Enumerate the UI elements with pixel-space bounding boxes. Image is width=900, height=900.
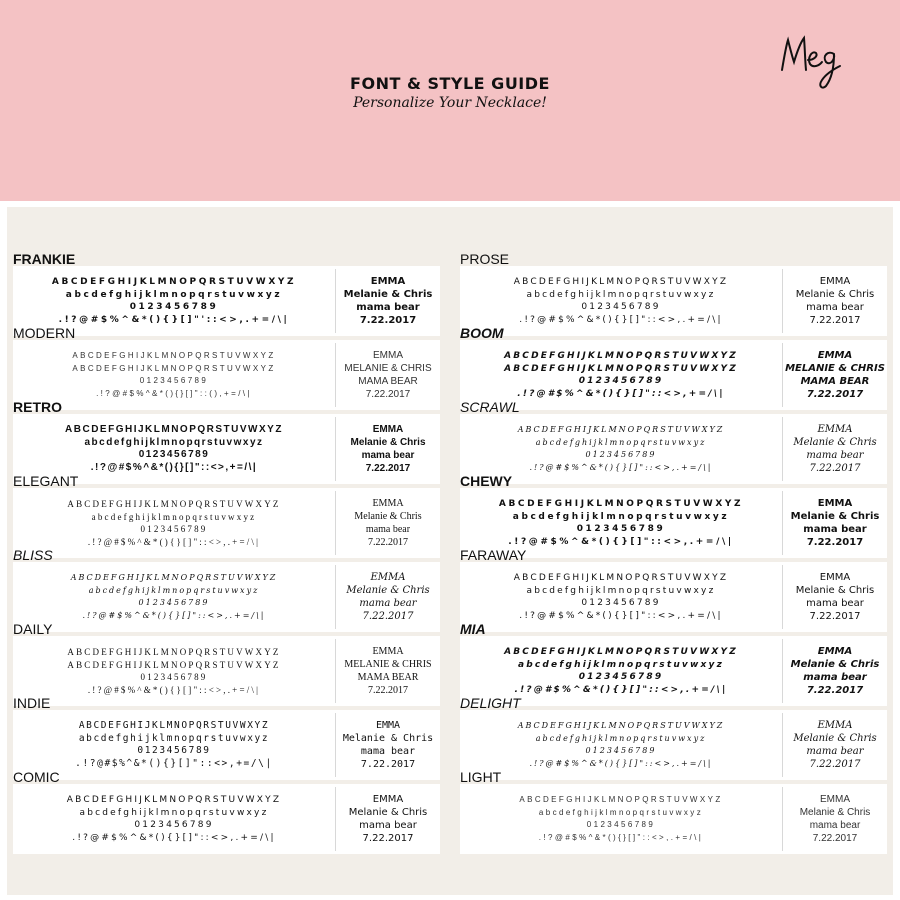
sample-line-4: 7.22.2017 xyxy=(368,685,408,696)
alphabet-lower: abcdefghijklmnopqrstuvwxyz xyxy=(526,585,716,596)
page-subtitle: Personalize Your Necklace! xyxy=(353,95,547,111)
necklace-sample xyxy=(336,340,440,410)
alphabet-symbols: .!?@#$%^&*(){}[]"::<>,.+=/\| xyxy=(529,462,713,472)
alphabet-digits: 0123456789 xyxy=(138,598,210,607)
font-card-delight xyxy=(460,695,887,780)
sample-line-2: Melanie & Chris xyxy=(346,585,430,596)
alphabet-upper: ABCDEFGHIJKLMNOPQRSTUVWXYZ xyxy=(51,277,297,287)
alphabet-digits: 0123456789 xyxy=(586,820,656,829)
sample-line-4: 7.22.2017 xyxy=(812,833,858,844)
sample-line-2: MELANIE & CHRIS xyxy=(785,363,885,374)
sample-line-4: 7.22.2017 xyxy=(806,537,864,548)
alphabet-symbols: .!?@#$%^&*(){}[]"::<>,.+=/\| xyxy=(87,684,261,695)
font-name: SCRAWL xyxy=(460,399,520,415)
alphabet-digits: 0123456789 xyxy=(140,672,208,682)
sample-line-1: EMMA xyxy=(372,794,404,805)
sample-line-4: 7.22.2017 xyxy=(809,611,861,622)
alphabet-digits: 0123456789 xyxy=(578,376,664,386)
sample-line-1: EMMA xyxy=(372,498,404,509)
sample-line-2: Melanie & Chris xyxy=(795,289,875,300)
alphabet-sample xyxy=(13,636,335,706)
sample-line-3: MAMA BEAR xyxy=(357,672,419,683)
sample-line-1: EMMA xyxy=(817,720,853,731)
sample-line-1: EMMA xyxy=(375,720,401,731)
sample-line-2: Melanie & Chris xyxy=(793,733,877,744)
font-card-mia xyxy=(460,621,887,706)
alphabet-symbols: .!?@#$%^&*(){}[]"::<>,.+=/\| xyxy=(538,832,704,842)
sample-line-1: EMMA xyxy=(372,646,404,657)
sample-line-1: EMMA xyxy=(817,350,853,361)
sample-line-2: Melanie & Chris xyxy=(795,585,875,596)
sample-line-3: mama bear xyxy=(809,820,861,831)
alphabet-lower: abcdefghijklmnopqrstuvwxyz xyxy=(78,732,270,744)
font-name: RETRO xyxy=(13,399,62,415)
alphabet-sample xyxy=(460,266,782,336)
sample-line-3: MAMA BEAR xyxy=(800,376,870,387)
sample-line-2: Melanie & Chris xyxy=(790,659,880,670)
font-name: MODERN xyxy=(13,325,76,341)
sample-line-1: EMMA xyxy=(373,350,403,361)
alphabet-sample xyxy=(460,710,782,780)
necklace-sample xyxy=(336,784,440,854)
font-name: BOOM xyxy=(460,325,504,341)
alphabet-symbols: .!?@#$%^&*(){}[]"::(),+=/\| xyxy=(96,388,252,398)
alphabet-digits: 0123456789 xyxy=(578,672,664,682)
alphabet-digits: 0123456789 xyxy=(585,450,657,459)
alphabet-lower: ABCDEFGHIJKLMNOPQRSTUVWXYZ xyxy=(72,363,276,373)
sample-line-4: 7.22.2017 xyxy=(359,315,417,326)
font-name: FARAWAY xyxy=(460,547,527,563)
alphabet-upper: ABCDEFGHIJKLMNOPQRSTUVWXYZ xyxy=(513,277,729,287)
font-name: CHEWY xyxy=(460,473,513,489)
alphabet-upper: ABCDEFGHIJKLMNOPQRSTUVWXYZ xyxy=(498,499,744,509)
alphabet-sample xyxy=(460,784,782,854)
alphabet-digits: 0123456789 xyxy=(129,302,219,312)
sample-line-3: mama bear xyxy=(359,598,417,609)
sample-line-4: 7.22.2017 xyxy=(365,463,411,474)
sample-line-2: Melanie & Chris xyxy=(342,733,434,744)
sample-line-3: mama bear xyxy=(356,302,420,313)
sample-line-4: 7.22.2017 xyxy=(809,463,861,474)
font-card-daily xyxy=(13,621,440,706)
alphabet-digits: 0123456789 xyxy=(581,302,661,312)
necklace-sample xyxy=(783,340,887,410)
alphabet-symbols: .!?@#$%^&*(){}[]"::<>,.+=/\| xyxy=(514,684,728,695)
sample-line-2: Melanie & Chris xyxy=(343,289,433,300)
alphabet-upper: ABCDEFGHIJKLMNOPQRSTUVWXYZ xyxy=(519,795,723,804)
font-name: DAILY xyxy=(13,621,53,637)
sample-line-2: Melanie & Chris xyxy=(793,437,877,448)
alphabet-symbols: .!?@#$%^&*(){}[]"::<>,.+=/\| xyxy=(87,536,261,547)
font-name: BLISS xyxy=(13,547,53,563)
alphabet-symbols: .!?@#$%^&*(){}[]"::<>,.+=/\| xyxy=(82,610,266,620)
necklace-sample xyxy=(336,562,440,632)
font-card-indie xyxy=(13,695,440,780)
font-name: ELEGANT xyxy=(13,473,79,489)
sample-line-1: EMMA xyxy=(820,794,850,805)
font-card-modern xyxy=(13,325,440,410)
alphabet-upper: ABCDEFGHIJKLMNOPQRSTUVWXYZ xyxy=(517,721,725,730)
necklace-sample xyxy=(783,414,887,484)
necklace-sample xyxy=(336,266,440,336)
sample-line-4: 7.22.2017 xyxy=(368,537,408,548)
alphabet-upper: ABCDEFGHIJKLMNOPQRSTUVWXYZ xyxy=(504,351,738,361)
alphabet-lower: ABCDEFGHIJKLMNOPQRSTUVWXYZ xyxy=(504,363,738,374)
sample-line-2: Melanie & Chris xyxy=(799,807,871,818)
alphabet-lower: abcdefghijklmnopqrstuvwxyz xyxy=(535,733,707,743)
sample-line-4: 7.22.2017 xyxy=(809,759,861,770)
alphabet-lower: abcdefghijklmnopqrstuvwxyz xyxy=(84,436,264,448)
sample-line-2: Melanie & Chris xyxy=(790,511,880,522)
alphabet-digits: 0123456789 xyxy=(581,598,661,608)
alphabet-digits: 0123456789 xyxy=(140,524,208,534)
sample-line-2: MELANIE & CHRIS xyxy=(344,659,432,670)
font-name: INDIE xyxy=(13,695,51,711)
alphabet-sample xyxy=(13,488,335,558)
alphabet-lower: ABCDEFGHIJKLMNOPQRSTUVWXYZ xyxy=(67,659,281,670)
alphabet-digits: 0123456789 xyxy=(585,746,657,755)
sample-line-3: mama bear xyxy=(806,598,864,609)
alphabet-upper: ABCDEFGHIJKLMNOPQRSTUVWXYZ xyxy=(513,573,729,583)
alphabet-lower: abcdefghijklmnopqrstuvwxyz xyxy=(535,437,707,447)
alphabet-lower: abcdefghijklmnopqrstuvwxyz xyxy=(512,511,730,522)
alphabet-upper: ABCDEFGHIJKLMNOPQRSTUVWXYZ xyxy=(70,573,278,582)
alphabet-sample xyxy=(460,562,782,632)
sample-line-3: MAMA BEAR xyxy=(358,376,418,387)
alphabet-upper: ABCDEFGHIJKLMNOPQRSTUVWXYZ xyxy=(65,424,283,435)
alphabet-upper: ABCDEFGHIJKLMNOPQRSTUVWXYZ xyxy=(78,720,270,731)
alphabet-symbols: .!?@#$%^&*(){}[]"::<>,.+=/\| xyxy=(519,314,723,325)
font-name: PROSE xyxy=(460,251,510,267)
alphabet-upper: ABCDEFGHIJKLMNOPQRSTUVWXYZ xyxy=(66,795,282,805)
sample-line-1: EMMA xyxy=(817,646,853,657)
sample-line-4: 7.22.2017 xyxy=(365,389,411,400)
sample-line-2: Melanie & Chris xyxy=(354,511,422,522)
header-banner xyxy=(0,0,900,201)
necklace-sample xyxy=(783,562,887,632)
sample-line-1: EMMA xyxy=(372,424,404,435)
sample-line-4: 7.22.2017 xyxy=(806,685,864,696)
sample-line-3: mama bear xyxy=(361,450,415,461)
sample-line-3: mama bear xyxy=(360,746,416,757)
alphabet-upper: ABCDEFGHIJKLMNOPQRSTUVWXYZ xyxy=(67,647,281,657)
necklace-sample xyxy=(336,488,440,558)
font-card-elegant xyxy=(13,473,440,558)
alphabet-lower: abcdefghijklmnopqrstuvwxyz xyxy=(517,659,725,670)
alphabet-symbols: .!?@#$%^&*(){}[]"::<>,+=/\| xyxy=(90,461,258,473)
sample-line-3: mama bear xyxy=(806,302,864,313)
sample-line-2: MELANIE & CHRIS xyxy=(344,363,432,374)
alphabet-upper: ABCDEFGHIJKLMNOPQRSTUVWXYZ xyxy=(72,351,276,360)
necklace-sample xyxy=(783,488,887,558)
sample-line-1: EMMA xyxy=(819,276,851,287)
font-name: DELIGHT xyxy=(460,695,521,711)
alphabet-lower: abcdefghijklmnopqrstuvwxyz xyxy=(88,585,260,595)
sample-line-1: EMMA xyxy=(817,498,853,509)
page-title: FONT & STYLE GUIDE xyxy=(350,74,550,93)
alphabet-symbols: .!?@#$%^&*(){}[]"::<>,+=/\| xyxy=(75,757,273,769)
sample-line-3: mama bear xyxy=(365,524,411,535)
necklace-sample xyxy=(783,784,887,854)
alphabet-upper: ABCDEFGHIJKLMNOPQRSTUVWXYZ xyxy=(67,499,281,509)
sample-line-3: mama bear xyxy=(806,746,864,757)
font-name: LIGHT xyxy=(460,769,502,785)
font-name: MIA xyxy=(460,621,486,637)
alphabet-lower: abcdefghijklmnopqrstuvwxyz xyxy=(79,807,269,818)
sample-line-1: EMMA xyxy=(370,572,406,583)
alphabet-symbols: .!?@#$%^&*(){}[]"::<>,.+=/\| xyxy=(519,610,723,621)
necklace-sample xyxy=(336,414,440,484)
alphabet-lower: abcdefghijklmnopqrstuvwxyz xyxy=(526,289,716,300)
necklace-sample xyxy=(783,710,887,780)
alphabet-symbols: .!?@#$%^&*(){}[]"::<>,+=/\| xyxy=(517,388,725,399)
alphabet-digits: 0123456789 xyxy=(138,449,210,460)
alphabet-upper: ABCDEFGHIJKLMNOPQRSTUVWXYZ xyxy=(517,425,725,434)
necklace-sample xyxy=(336,710,440,780)
font-card-scrawl xyxy=(460,399,887,484)
sample-line-1: EMMA xyxy=(819,572,851,583)
alphabet-lower: abcdefghijklmnopqrstuvwxyz xyxy=(91,511,257,522)
sample-line-4: 7.22.2017 xyxy=(362,611,414,622)
sample-line-2: Melanie & Chris xyxy=(350,437,426,448)
alphabet-symbols: .!?@#$%^&*(){}[]"'::<>,.+=/\| xyxy=(58,314,290,325)
alphabet-lower: abcdefghijklmnopqrstuvwxyz xyxy=(65,289,283,300)
sample-line-4: 7.22.2017 xyxy=(362,833,414,844)
necklace-sample xyxy=(783,636,887,706)
alphabet-sample xyxy=(13,784,335,854)
sample-line-3: mama bear xyxy=(806,450,864,461)
font-card-frankie xyxy=(13,251,440,336)
alphabet-digits: 0123456789 xyxy=(134,820,214,830)
alphabet-sample xyxy=(13,562,335,632)
font-card-comic xyxy=(13,769,440,854)
sample-line-3: mama bear xyxy=(359,820,417,831)
sample-line-1: EMMA xyxy=(370,276,406,287)
meg-logo xyxy=(776,30,846,92)
sample-line-4: 7.22.2017 xyxy=(806,389,864,400)
font-name: COMIC xyxy=(13,769,60,785)
alphabet-symbols: .!?@#$%^&*(){}[]"::<>,.+=/\| xyxy=(508,536,734,547)
font-card-bliss xyxy=(13,547,440,632)
font-card-boom xyxy=(460,325,887,410)
sample-line-2: Melanie & Chris xyxy=(348,807,428,818)
sample-line-4: 7.22.2017 xyxy=(360,759,416,770)
font-name: FRANKIE xyxy=(13,251,76,267)
alphabet-symbols: .!?@#$%^&*(){}[]"::<>,.+=/\| xyxy=(72,832,276,843)
font-card-faraway xyxy=(460,547,887,632)
alphabet-upper: ABCDEFGHIJKLMNOPQRSTUVWXYZ xyxy=(504,647,738,657)
sample-line-3: mama bear xyxy=(803,524,867,535)
font-card-prose xyxy=(460,251,887,336)
alphabet-digits: 0123456789 xyxy=(576,524,666,534)
sample-line-1: EMMA xyxy=(817,424,853,435)
alphabet-sample xyxy=(13,710,335,780)
font-card-light xyxy=(460,769,887,854)
sample-line-4: 7.22.2017 xyxy=(809,315,861,326)
alphabet-symbols: .!?@#$%^&*(){}[]"::<>,.+=/\| xyxy=(529,758,713,768)
alphabet-digits: 0123456789 xyxy=(139,376,209,385)
alphabet-digits: 0123456789 xyxy=(137,745,211,756)
sample-line-3: mama bear xyxy=(803,672,867,683)
necklace-sample xyxy=(336,636,440,706)
alphabet-lower: abcdefghijklmnopqrstuvwxyz xyxy=(538,807,704,817)
necklace-sample xyxy=(783,266,887,336)
